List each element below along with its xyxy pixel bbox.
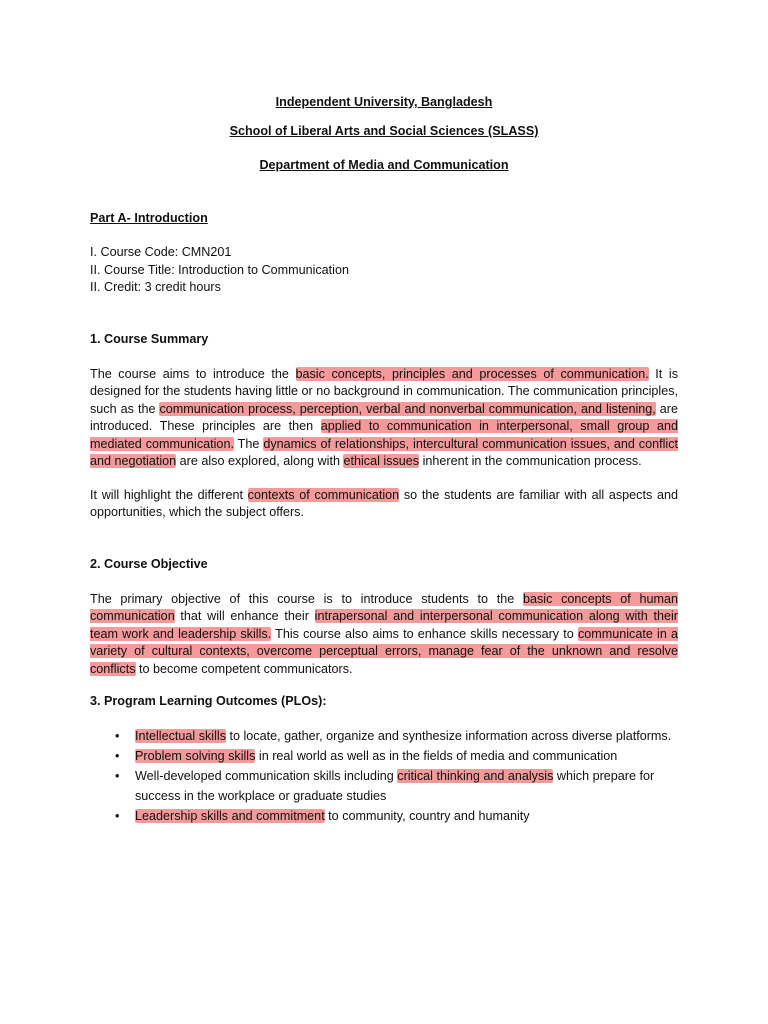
- highlighted-text: applied to communication in interpersonal, small group and mediated communication.: [90, 419, 678, 451]
- course-objective-heading: 2. Course Objective: [90, 557, 208, 571]
- text-run: The: [233, 436, 264, 451]
- course-title: II. Course Title: Introduction to Communication: [90, 263, 349, 277]
- text-run: This course also aims to enhance skills necessary to: [271, 626, 578, 641]
- highlighted-text: intrapersonal and interpersonal communication along with their team work and leadership skills.: [90, 609, 679, 641]
- highlighted-text: critical thinking and analysis: [397, 769, 554, 783]
- university-title: Independent University, Bangladesh: [275, 95, 493, 109]
- plo-item: [90, 726, 690, 746]
- text-run: inherent in the communication process.: [419, 454, 642, 469]
- text-run: are also explored, along with: [176, 454, 344, 469]
- department-title: Department of Media and Communication: [259, 158, 509, 172]
- text-run: are introduced. These principles are then: [90, 401, 678, 434]
- plo-item: [90, 746, 690, 766]
- text-run: to community, country and humanity: [324, 809, 530, 823]
- plo-text: [135, 769, 654, 803]
- highlighted-text: Problem solving skills: [135, 749, 256, 763]
- plo-list: [90, 726, 690, 826]
- text-run: It is designed for the students having little or no background in communication. The communication principles, such as the: [90, 367, 678, 416]
- course-summary-paragraph-2: [90, 487, 678, 522]
- bullet-icon: •: [115, 769, 120, 783]
- text-run: that will enhance their: [174, 609, 315, 624]
- plo-text: [135, 729, 671, 743]
- highlighted-text: Intellectual skills: [135, 729, 226, 743]
- school-title: School of Liberal Arts and Social Sciences (SLASS): [229, 124, 539, 138]
- plo-text: [135, 749, 617, 763]
- bullet-icon: •: [115, 809, 120, 823]
- text-run: in real world as well as in the fields of media and communication: [255, 749, 618, 763]
- course-code: I. Course Code: CMN201: [90, 245, 232, 259]
- part-a-heading: Part A- Introduction: [90, 211, 208, 225]
- text-run: to become competent communicators.: [135, 661, 353, 676]
- plo-item: [90, 806, 690, 826]
- course-objective-paragraph: [90, 591, 678, 678]
- text-run: It will highlight the different: [90, 488, 248, 502]
- highlighted-text: contexts of communication: [247, 488, 400, 502]
- highlighted-text: communicate in a variety of cultural contexts, overcome perceptual errors, manage fear of the unknown and resolve conflicts: [90, 626, 678, 676]
- highlighted-text: ethical issues: [343, 454, 420, 469]
- bullet-icon: •: [115, 749, 120, 763]
- plo-heading: 3. Program Learning Outcomes (PLOs):: [90, 694, 327, 708]
- text-run: Well-developed communication skills including: [135, 769, 398, 783]
- highlighted-text: basic concepts of human communication: [90, 592, 678, 624]
- highlighted-text: Leadership skills and commitment: [135, 809, 325, 823]
- highlighted-text: dynamics of relationships, intercultural communication issues, and conflict and negotiation: [90, 436, 678, 469]
- course-credit: II. Credit: 3 credit hours: [90, 280, 221, 294]
- highlighted-text: communication process, perception, verbal and nonverbal communication, and listening,: [159, 401, 656, 416]
- text-run: The course aims to introduce the: [90, 367, 296, 381]
- highlighted-text: basic concepts, principles and processes of communication.: [295, 367, 649, 381]
- text-run: to locate, gather, organize and synthesize information across diverse platforms.: [226, 729, 672, 743]
- text-run: which prepare for success in the workplace or graduate studies: [135, 769, 655, 803]
- course-summary-heading: 1. Course Summary: [90, 332, 209, 346]
- course-summary-paragraph: [90, 366, 678, 470]
- text-run: The primary objective of this course is to introduce students to the: [90, 592, 523, 606]
- plo-text: [135, 809, 530, 823]
- bullet-icon: •: [115, 729, 120, 743]
- text-run: so the students are familiar with all aspects and opportunities, which the subject offers.: [90, 488, 678, 520]
- plo-item: [90, 766, 690, 806]
